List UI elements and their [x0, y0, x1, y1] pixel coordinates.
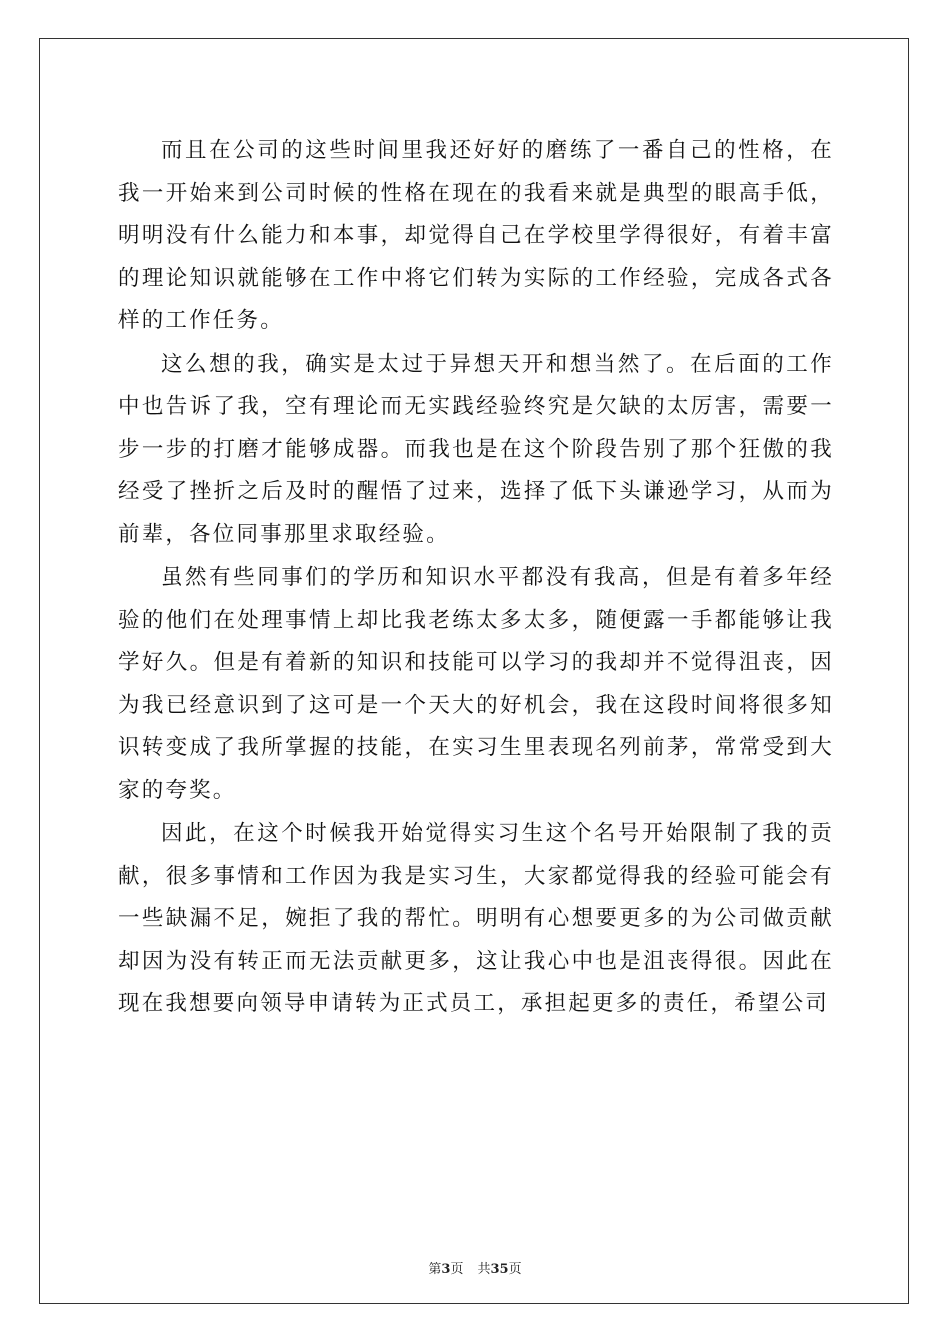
paragraph-4: 因此，在这个时候我开始觉得实习生这个名号开始限制了我的贡献，很多事情和工作因为我是实习生，大家都觉得我的经验可能会有一些缺漏不足，婉拒了我的帮忙。明明有心想要更多的为公司做贡献却因为没有转正而无法贡献更多，这让我心中也是沮丧得很。因此在现在我想要向领导申请转为正式员工，承担起更多的责任，希望公司 — [118, 821, 834, 1016]
paragraph-3: 虽然有些同事们的学历和知识水平都没有我高，但是有着多年经验的他们在处理事情上却比我老练太多太多，随便露一手都能够让我学好久。但是有着新的知识和技能可以学习的我却并不觉得沮丧，因为我已经意识到了这可是一个天大的好机会，我在这段时间将很多知识转变成了我所掌握的技能，在实习生里表现名列前茅，常常受到大家的夸奖。 — [118, 565, 834, 803]
page-prefix: 第 — [428, 1262, 442, 1277]
page-footer — [0, 1258, 950, 1277]
total-suffix: 页 — [508, 1262, 522, 1277]
current-page-number: 3 — [441, 1262, 451, 1277]
paragraph-2: 这么想的我，确实是太过于异想天开和想当然了。在后面的工作中也告诉了我，空有理论而无实践经验终究是欠缺的太厉害，需要一步一步的打磨才能够成器。而我也是在这个阶段告别了那个狂傲的我经受了挫折之后及时的醒悟了过来，选择了低下头谦逊学习，从而为前辈，各位同事那里求取经验。 — [118, 351, 834, 547]
total-prefix: 共 — [477, 1262, 491, 1277]
page-suffix: 页 — [450, 1262, 464, 1277]
paragraph-1: 而且在公司的这些时间里我还好好的磨练了一番自己的性格，在我一开始来到公司时候的性格在现在的我看来就是典型的眼高手低，明明没有什么能力和本事，却觉得自己在学校里学得很好，有着丰富的理论知识就能够在工作中将它们转为实际的工作经验，完成各式各样的工作任务。 — [118, 138, 834, 333]
document-body — [118, 130, 834, 1027]
total-pages-number: 35 — [490, 1262, 509, 1277]
